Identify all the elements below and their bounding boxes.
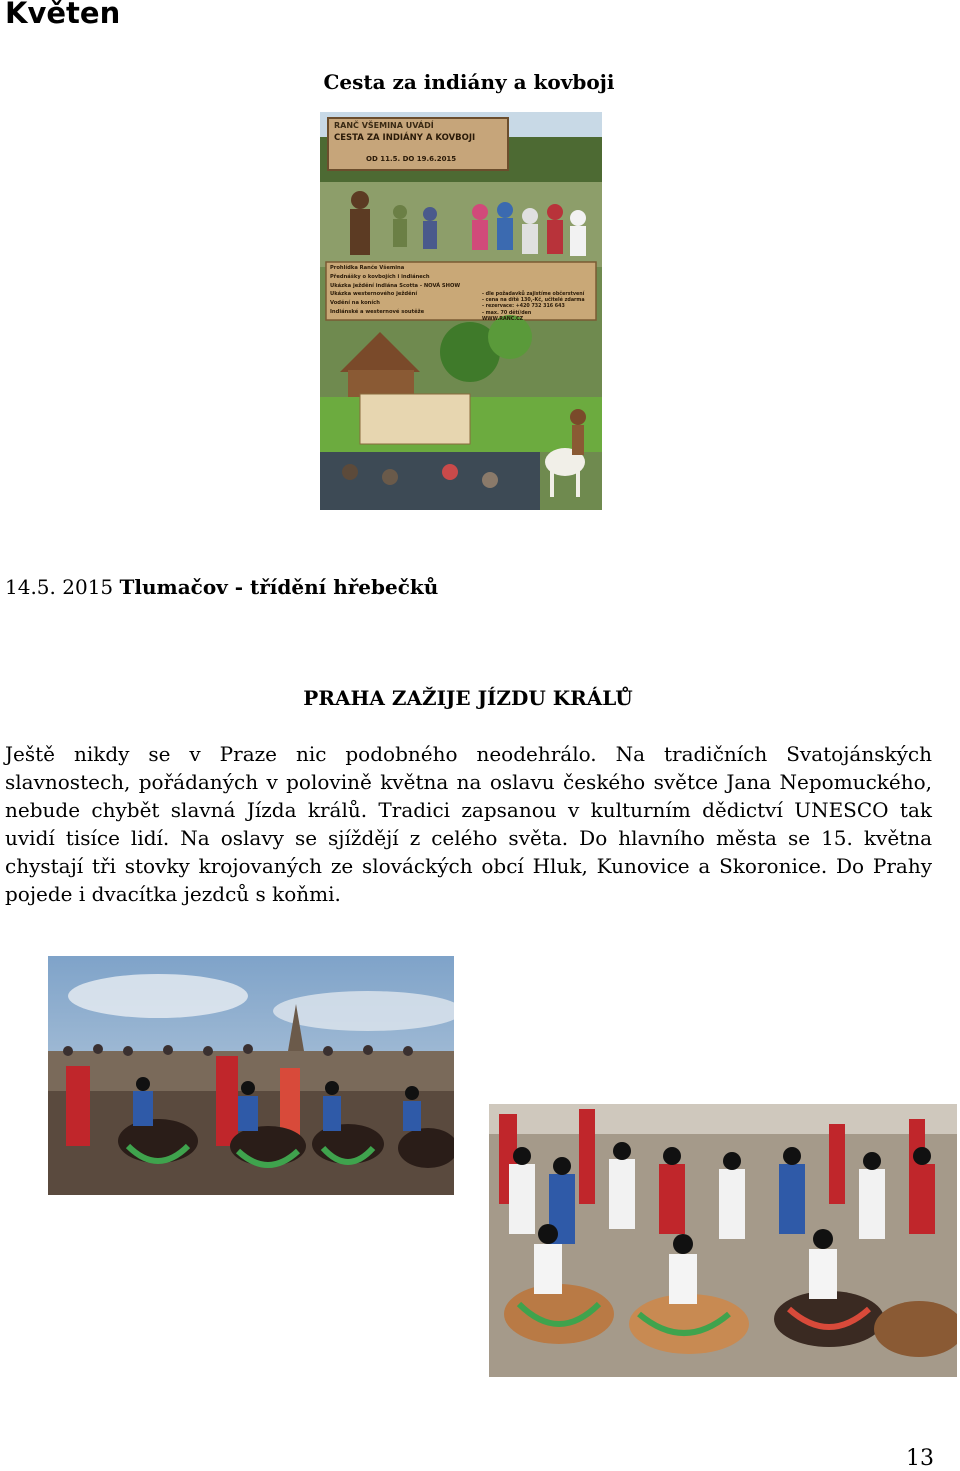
poster-info-item: - dle požadavků zajistíme občerstvení bbox=[482, 292, 585, 297]
poster-info-item: - max. 70 dětí/den bbox=[482, 310, 532, 316]
poster-program-item: Indiánské a westernové soutěže bbox=[330, 308, 425, 315]
poster-info-item: - cena na dítě 130,-Kč, učitelé zdarma bbox=[482, 298, 585, 304]
poster-program-item: Ukázka ježdění indiána Scotta - NOVÁ SHOW bbox=[330, 282, 461, 289]
poster-banner-line1: RANČ VŠEMINA UVÁDÍ bbox=[334, 121, 434, 130]
event-date: 14.5. 2015 bbox=[5, 575, 114, 599]
month-heading: Květen bbox=[5, 0, 121, 30]
article-headline: PRAHA ZAŽIJE JÍZDU KRÁLŮ bbox=[303, 686, 633, 710]
event-title: Cesta za indiány a kovboji bbox=[323, 70, 615, 94]
poster-banner-line2: CESTA ZA INDIÁNY A KOVBOJI bbox=[334, 133, 476, 143]
poster-program-item: Ukázka westernového ježdění bbox=[330, 291, 418, 298]
poster-info-list bbox=[482, 292, 598, 323]
poster-dates: OD 11.5. DO 19.6.2015 bbox=[366, 155, 457, 163]
event-title-2: Tlumačov - třídění hřebečků bbox=[119, 575, 439, 599]
poster-program-list bbox=[330, 264, 475, 317]
poster-info-item: - rezervace: +420 732 316 643 bbox=[482, 304, 565, 310]
poster-program-item: Vodění na koních bbox=[330, 300, 380, 307]
event-poster bbox=[320, 112, 602, 510]
page-number: 13 bbox=[906, 1446, 934, 1471]
photo-ride-of-kings-crowd bbox=[489, 1104, 957, 1377]
event-dated-line bbox=[5, 575, 438, 599]
poster-program-item: Přednášky o kovbojích i indiánech bbox=[330, 273, 430, 280]
article-body: Ještě nikdy se v Praze nic podobného neodehrálo. Na tradičních Svatojánských slavnostech, pořádaných v polovině května na oslavu českého světce Jana Nepomuckého, nebude chybět slavná Jízda králů. Tradici zapsanou v kulturním dědictví UNESCO tak uvidí tisíce lidí. Na oslavy se sjíždějí z celého světa. Do hlavního města se 15. května chystají tři stovky krojovaných ze slováckých obcí Hluk, Kunovice a Skoronice. Do Prahy pojede i dvacítka jezdců s koňmi. bbox=[5, 742, 932, 906]
poster-info-item: WWW.RANC.CZ bbox=[482, 316, 524, 322]
poster-program-item: Prohlídka Ranče Všemina bbox=[330, 265, 405, 271]
photo-riders-bridge bbox=[48, 956, 454, 1195]
